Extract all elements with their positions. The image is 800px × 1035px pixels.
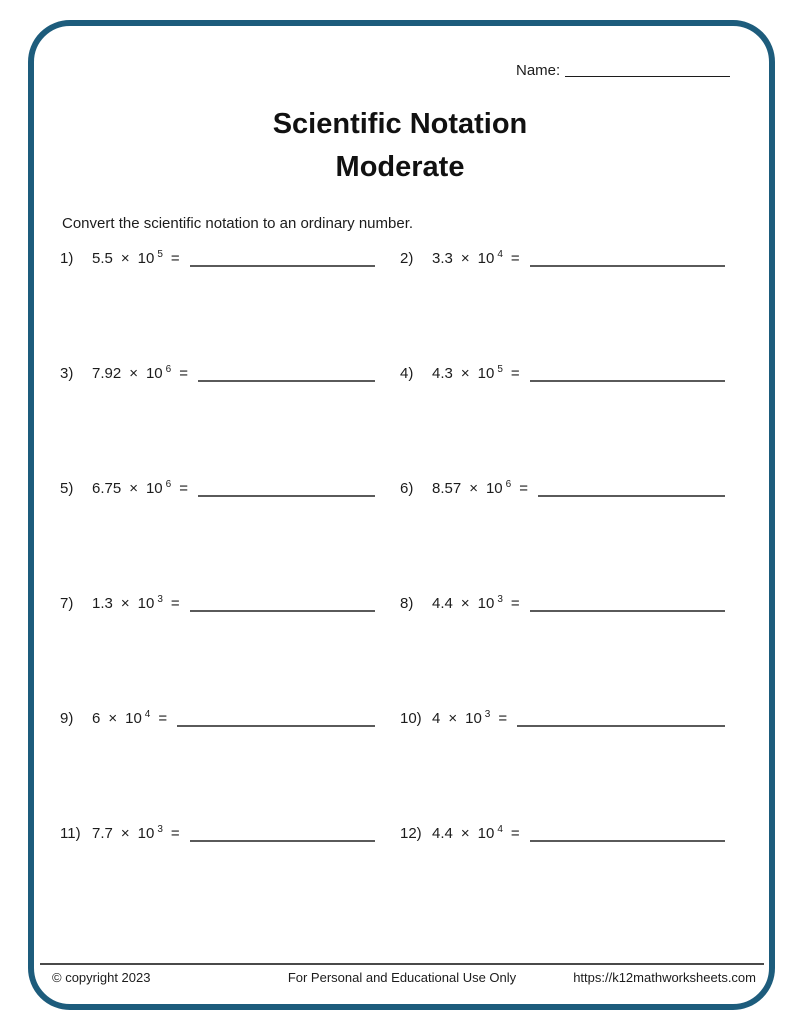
multiply-sign: ×: [120, 825, 130, 842]
exponent: 3: [497, 594, 503, 605]
base-ten: 10: [477, 365, 495, 382]
exponent: 5: [497, 364, 503, 375]
title-line-1: Scientific Notation: [272, 108, 528, 140]
worksheet-title: [0, 103, 800, 189]
problem-row: [60, 706, 375, 730]
coefficient: 7.7: [92, 825, 113, 842]
coefficient: 6: [92, 710, 101, 727]
problem-number: 12): [400, 825, 422, 842]
answer-blank-line[interactable]: [177, 710, 375, 727]
answer-blank-line[interactable]: [198, 365, 375, 382]
coefficient: 8.57: [432, 480, 462, 497]
coefficient: 4.4: [432, 595, 453, 612]
multiply-sign: ×: [120, 595, 130, 612]
coefficient: 4.3: [432, 365, 453, 382]
answer-blank-line[interactable]: [190, 825, 375, 842]
equals-sign: =: [158, 710, 168, 727]
problem-row: [400, 706, 725, 730]
problems-grid: [60, 246, 725, 936]
footer-copyright: © copyright 2023: [52, 970, 151, 985]
problem-number: 10): [400, 710, 422, 727]
multiply-sign: ×: [129, 480, 138, 497]
base-ten: 10: [477, 250, 495, 267]
equals-sign: =: [510, 250, 520, 267]
equals-sign: =: [179, 365, 188, 382]
problem-row: [400, 361, 725, 385]
equals-sign: =: [510, 365, 520, 382]
instruction-text: Convert the scientific notation to an ordinary number.: [62, 215, 414, 232]
multiply-sign: ×: [460, 365, 470, 382]
base-ten: 10: [477, 595, 495, 612]
equals-sign: =: [498, 710, 508, 727]
problem-row: [60, 821, 375, 845]
problem-row: [60, 246, 375, 270]
footer: [40, 970, 764, 990]
coefficient: 7.92: [92, 365, 122, 382]
problem-row: [400, 476, 725, 500]
problem-number: 1): [60, 250, 74, 267]
base-ten: 10: [137, 825, 155, 842]
answer-blank-line[interactable]: [530, 250, 725, 267]
equals-sign: =: [519, 480, 528, 497]
exponent: 6: [165, 479, 172, 490]
coefficient: 5.5: [92, 250, 113, 267]
multiply-sign: ×: [120, 250, 130, 267]
problem-row: [400, 821, 725, 845]
base-ten: 10: [145, 365, 163, 382]
exponent: 6: [165, 364, 172, 375]
multiply-sign: ×: [108, 710, 118, 727]
exponent: 4: [144, 709, 151, 720]
coefficient: 4: [432, 710, 441, 727]
multiply-sign: ×: [460, 250, 470, 267]
problem-number: 3): [60, 365, 74, 382]
problem-number: 8): [400, 595, 414, 612]
problem-number: 2): [400, 250, 414, 267]
multiply-sign: ×: [448, 710, 458, 727]
exponent: 3: [157, 594, 163, 605]
equals-sign: =: [170, 250, 180, 267]
problem-number: 7): [60, 595, 74, 612]
problem-row: [400, 246, 725, 270]
problem-number: 6): [400, 480, 414, 497]
answer-blank-line[interactable]: [517, 710, 725, 727]
coefficient: 6.75: [92, 480, 122, 497]
exponent: 5: [157, 249, 163, 260]
footer-usage-note: For Personal and Educational Use Only: [287, 970, 517, 985]
problem-row: [400, 591, 725, 615]
exponent: 6: [505, 479, 512, 490]
problem-row: [60, 361, 375, 385]
multiply-sign: ×: [129, 365, 138, 382]
title-line-2: Moderate: [335, 151, 465, 183]
problem-number: 9): [60, 710, 74, 727]
equals-sign: =: [510, 595, 520, 612]
equals-sign: =: [510, 825, 520, 842]
equals-sign: =: [179, 480, 188, 497]
problem-number: 4): [400, 365, 414, 382]
base-ten: 10: [137, 250, 155, 267]
answer-blank-line[interactable]: [190, 250, 375, 267]
base-ten: 10: [137, 595, 155, 612]
answer-blank-line[interactable]: [198, 480, 375, 497]
name-field-row: [516, 57, 730, 79]
base-ten: 10: [125, 710, 142, 727]
problem-row: [60, 476, 375, 500]
equals-sign: =: [170, 825, 180, 842]
problem-number: 5): [60, 480, 74, 497]
problem-number: 11): [60, 825, 81, 842]
footer-divider-line: [40, 963, 764, 965]
exponent: 3: [484, 709, 491, 720]
footer-url: https://k12mathworksheets.com: [573, 970, 756, 985]
multiply-sign: ×: [460, 825, 470, 842]
name-label: Name:: [516, 62, 561, 79]
coefficient: 4.4: [432, 825, 453, 842]
answer-blank-line[interactable]: [530, 365, 725, 382]
base-ten: 10: [477, 825, 495, 842]
answer-blank-line[interactable]: [530, 825, 725, 842]
coefficient: 1.3: [92, 595, 113, 612]
problem-row: [60, 591, 375, 615]
base-ten: 10: [465, 710, 482, 727]
answer-blank-line[interactable]: [538, 480, 725, 497]
coefficient: 3.3: [432, 250, 453, 267]
base-ten: 10: [485, 480, 503, 497]
answer-blank-line[interactable]: [190, 595, 375, 612]
multiply-sign: ×: [469, 480, 478, 497]
equals-sign: =: [170, 595, 180, 612]
answer-blank-line[interactable]: [530, 595, 725, 612]
exponent: 3: [157, 824, 163, 835]
name-blank-line[interactable]: [565, 59, 730, 77]
exponent: 4: [497, 824, 503, 835]
multiply-sign: ×: [460, 595, 470, 612]
exponent: 4: [497, 249, 503, 260]
base-ten: 10: [145, 480, 163, 497]
